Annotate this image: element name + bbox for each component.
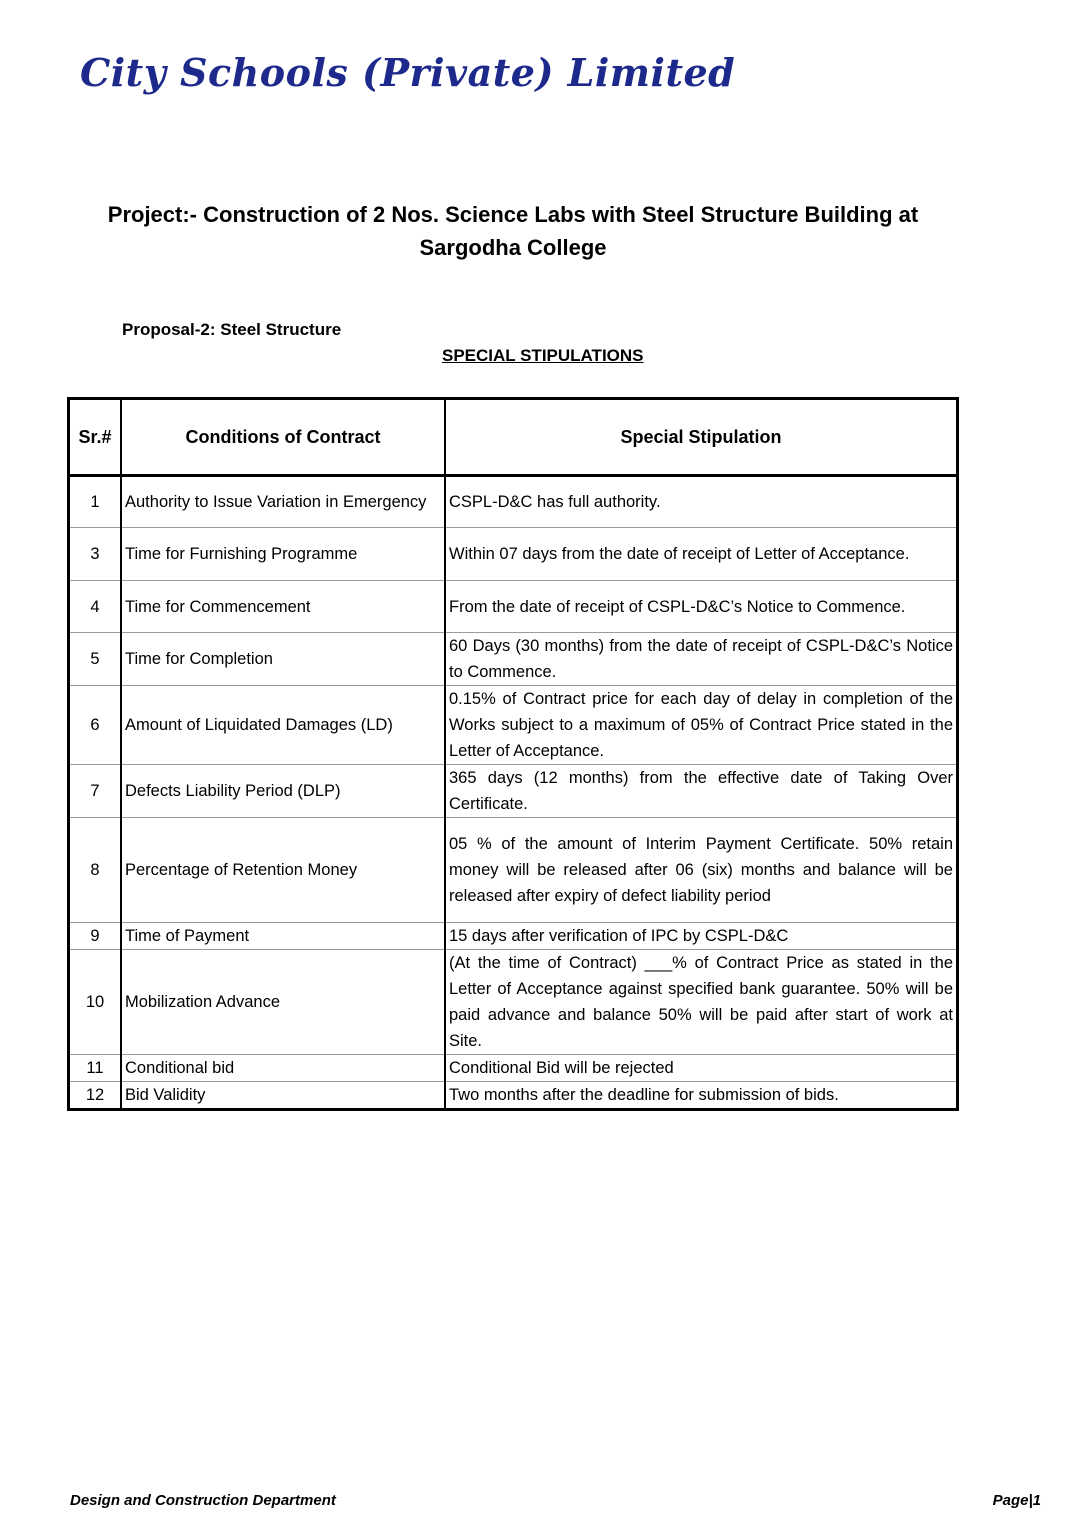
row-stipulation: 365 days (12 months) from the effective date of Taking Over Certificate.	[445, 765, 958, 818]
table-row	[69, 476, 958, 528]
table-row	[69, 581, 958, 633]
row-sr: 10	[69, 950, 122, 1055]
row-sr: 7	[69, 765, 122, 818]
row-condition: Time of Payment	[121, 923, 445, 950]
table-row	[69, 686, 958, 765]
header-conditions: Conditions of Contract	[121, 399, 445, 476]
row-stipulation: 0.15% of Contract price for each day of delay in completion of the Works subject to a maximum of 05% of Contract Price stated in the Letter of Acceptance.	[445, 686, 958, 765]
row-sr: 11	[69, 1055, 122, 1082]
row-stipulation: (At the time of Contract) ___% of Contract Price as stated in the Letter of Acceptance against specified bank guarantee. 50% will be paid advance and balance 50% will be paid after start of work at Site.	[445, 950, 958, 1055]
table-body	[69, 476, 958, 1110]
row-condition: Bid Validity	[121, 1082, 445, 1110]
stipulations-table	[67, 397, 959, 1111]
row-sr: 3	[69, 528, 122, 581]
row-condition: Mobilization Advance	[121, 950, 445, 1055]
project-title	[100, 198, 926, 264]
table-row	[69, 765, 958, 818]
project-title-line2: Sargodha College	[419, 235, 607, 260]
table-row	[69, 923, 958, 950]
company-logo-text: City Schools (Private) Limited	[80, 50, 736, 95]
table-row	[69, 818, 958, 923]
row-condition: Time for Furnishing Programme	[121, 528, 445, 581]
table-row	[69, 1082, 958, 1110]
project-title-line1: Project:- Construction of 2 Nos. Science Labs with Steel Structure Building at	[107, 202, 919, 227]
row-stipulation: 05 % of the amount of Interim Payment Certificate. 50% retain money will be released after 06 (six) months and balance will be released after expiry of defect liability period	[445, 818, 958, 923]
row-condition: Time for Commencement	[121, 581, 445, 633]
row-stipulation: Within 07 days from the date of receipt of Letter of Acceptance.	[445, 528, 958, 581]
row-condition: Percentage of Retention Money	[121, 818, 445, 923]
header-stipulation: Special Stipulation	[445, 399, 958, 476]
row-sr: 4	[69, 581, 122, 633]
table-row	[69, 1055, 958, 1082]
row-condition: Defects Liability Period (DLP)	[121, 765, 445, 818]
row-stipulation: Conditional Bid will be rejected	[445, 1055, 958, 1082]
row-sr: 6	[69, 686, 122, 765]
row-condition: Authority to Issue Variation in Emergency	[121, 476, 445, 528]
row-sr: 12	[69, 1082, 122, 1110]
table-row	[69, 528, 958, 581]
table-row	[69, 950, 958, 1055]
row-sr: 8	[69, 818, 122, 923]
row-stipulation: From the date of receipt of CSPL-D&C’s Notice to Commence.	[445, 581, 958, 633]
row-stipulation: Two months after the deadline for submission of bids.	[445, 1082, 958, 1110]
row-condition: Amount of Liquidated Damages (LD)	[121, 686, 445, 765]
header-sr: Sr.#	[69, 399, 122, 476]
section-heading: SPECIAL STIPULATIONS	[442, 346, 644, 365]
row-stipulation: 60 Days (30 months) from the date of receipt of CSPL-D&C’s Notice to Commence.	[445, 633, 958, 686]
row-condition: Time for Completion	[121, 633, 445, 686]
row-sr: 1	[69, 476, 122, 528]
footer-department: Design and Construction Department	[70, 1492, 336, 1509]
row-stipulation: 15 days after verification of IPC by CSPL-D&C	[445, 923, 958, 950]
table-header-row	[69, 399, 958, 476]
footer-page-number: Page|1	[992, 1492, 1041, 1509]
row-sr: 5	[69, 633, 122, 686]
proposal-label: Proposal-2: Steel Structure	[122, 320, 342, 339]
row-condition: Conditional bid	[121, 1055, 445, 1082]
table-row	[69, 633, 958, 686]
row-sr: 9	[69, 923, 122, 950]
row-stipulation: CSPL-D&C has full authority.	[445, 476, 958, 528]
